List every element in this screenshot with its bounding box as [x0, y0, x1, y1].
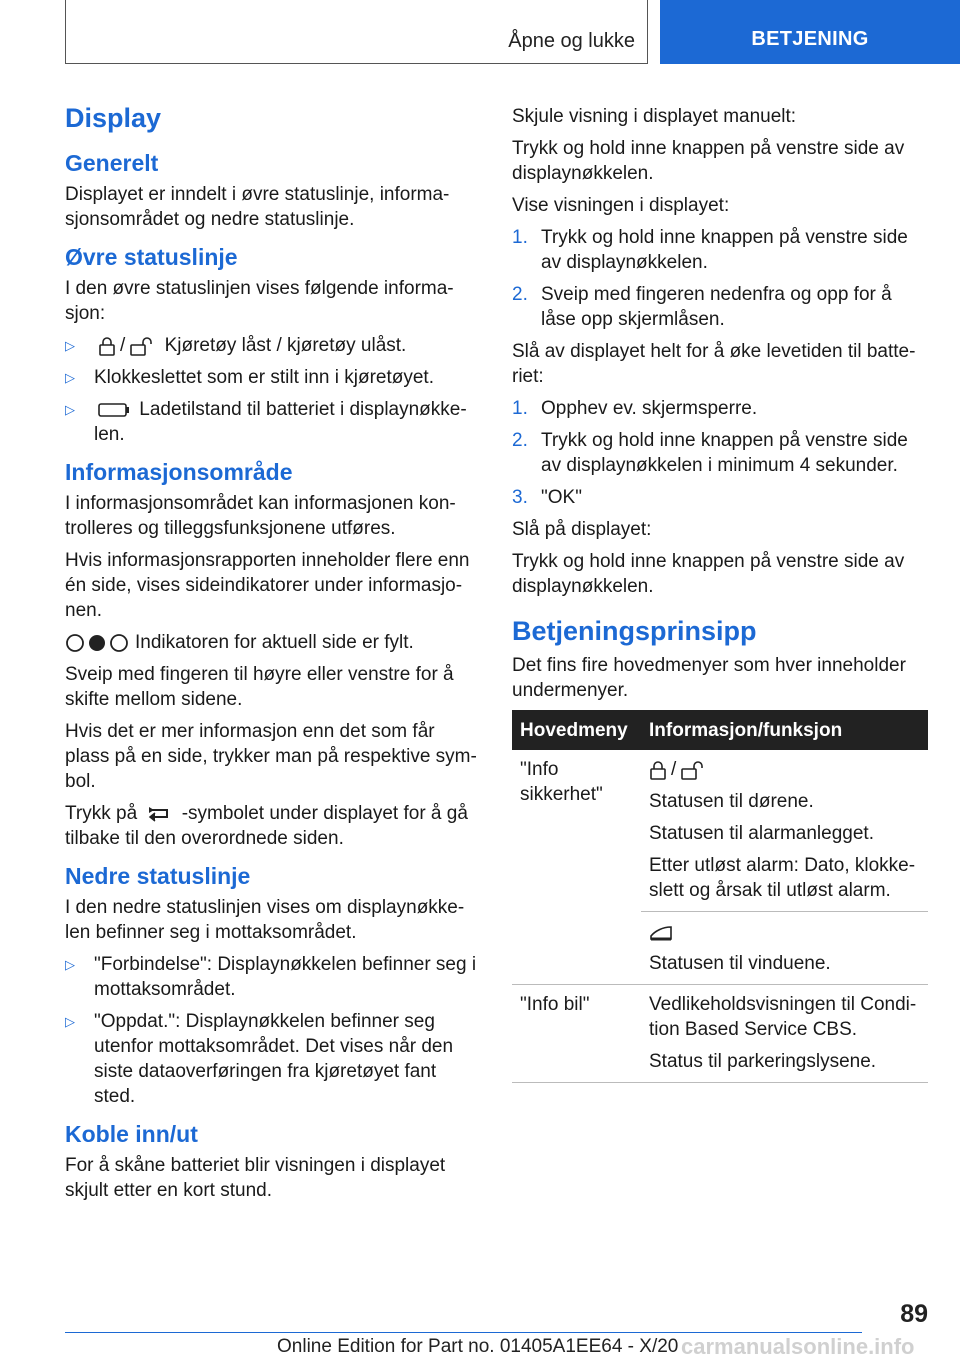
- table-cell-info: [641, 912, 928, 985]
- paragraph: Trykk og hold inne knappen på venstre side av displaynøkkelen.: [512, 138, 905, 184]
- battery-icon: [98, 403, 130, 417]
- icon-line: [649, 757, 920, 782]
- table-row: [512, 750, 928, 912]
- heading-ovre-statuslinje: Øvre statuslinje: [65, 244, 238, 270]
- column-header-informasjon: Informasjon/funksjon: [641, 710, 928, 750]
- list-item-text: "Oppdat.": Displaynøkkelen befinner seg utenfor mottaksområdet. Det vises når den siste dataoverføringen fra kjøretøyet fant sted.: [94, 1011, 454, 1107]
- cell-text: Statusen til dørene.: [649, 791, 814, 812]
- paragraph-text: Indikatoren for aktuell side er fylt.: [135, 632, 414, 653]
- list-item: [65, 333, 480, 358]
- paragraph: Trykk og hold inne knappen på venstre side av displaynøkkelen.: [512, 551, 905, 597]
- table-cell-menu: "Info sikkerhet": [512, 750, 641, 985]
- step-number: 1.: [512, 398, 528, 419]
- separator-text: /: [671, 759, 677, 780]
- menu-table: [512, 710, 928, 1083]
- paragraph: Slå av displayet helt for å øke levetiden til batteriet:: [512, 341, 916, 387]
- heading-generelt: Generelt: [65, 150, 159, 176]
- footer-edition-text: Online Edition for Part no. 01405A1EE64 - X/20: [277, 1336, 679, 1357]
- lock-open-icon: [680, 760, 706, 780]
- step-text: Trykk og hold inne knappen på venstre side av displaynøkkelen.: [541, 227, 908, 273]
- paragraph-text: Trykk på: [65, 803, 138, 824]
- bullet-triangle-icon: ▷: [65, 338, 75, 353]
- header-section-title: Åpne og lukke: [508, 30, 635, 52]
- heading-informasjonsomrade: Informasjonsområde: [65, 459, 293, 485]
- list-item-text: Ladetilstand til batteriet i displaynøkkelen.: [94, 399, 467, 445]
- back-arrow-icon: [146, 804, 172, 824]
- window-icon: [649, 922, 675, 942]
- cell-text: Status til parkeringslysene.: [649, 1051, 877, 1072]
- paragraph: I informasjonsområdet kan informasjonen kontrolleres og tilleggsfunksjonene utføres.: [65, 493, 456, 539]
- table-cell-info: [641, 985, 928, 1083]
- paragraph: I den øvre statuslinjen vises følgende informasjon:: [65, 278, 454, 324]
- list-item-text: Klokkeslettet som er stilt inn i kjøretøyet.: [94, 367, 434, 388]
- cell-text: Vedlikeholdsvisningen til Condition Based Service CBS.: [649, 994, 917, 1040]
- heading-betjeningsprinsipp: Betjeningsprinsipp: [512, 616, 757, 646]
- bullet-triangle-icon: ▷: [65, 1014, 75, 1029]
- icon-line: [649, 919, 920, 944]
- list-item-text: Kjøretøy låst / kjøretøy ulåst.: [164, 335, 407, 356]
- numbered-item: [512, 485, 928, 510]
- list-item-text: "Forbindelse": Displaynøkkelen befinner seg i mottaksområdet.: [94, 954, 477, 1000]
- numbered-item: [512, 428, 928, 478]
- paragraph-text: -symbolet under displayet for å gå tilbake til den overordnede siden.: [65, 803, 468, 849]
- paragraph: Displayet er inndelt i øvre statuslinje, informasjonsområdet og nedre statuslinje.: [65, 184, 450, 230]
- step-number: 1.: [512, 227, 528, 248]
- step-text: Trykk og hold inne knappen på venstre side av displaynøkkelen i minimum 4 sekunder.: [541, 430, 908, 476]
- header-chapter-tab[interactable]: BETJENING: [660, 0, 960, 64]
- lock-closed-icon: [98, 336, 116, 356]
- paragraph: Hvis det er mer informasjon enn det som får plass på en side, trykker man på respektive symbol.: [65, 721, 477, 792]
- table-cell-menu: "Info bil": [512, 985, 641, 1083]
- step-number: 2.: [512, 430, 528, 451]
- heading-koble-inn-ut: Koble inn/ut: [65, 1121, 198, 1147]
- paragraph: Det fins fire hovedmenyer som hver inneholder undermenyer.: [512, 655, 906, 701]
- list-item: [65, 1009, 480, 1109]
- lock-open-icon: [129, 336, 155, 356]
- paragraph: Sveip med fingeren til høyre eller venstre for å skifte mellom sidene.: [65, 664, 454, 710]
- bullet-triangle-icon: ▷: [65, 957, 75, 972]
- right-column: [512, 104, 928, 1083]
- footer-divider: [65, 1332, 862, 1333]
- list-item: [65, 365, 480, 390]
- lock-closed-icon: [649, 760, 667, 780]
- table-header-row: [512, 710, 928, 750]
- list-item: [65, 397, 480, 447]
- paragraph: Slå på displayet:: [512, 519, 652, 540]
- page-title: Display: [65, 103, 162, 133]
- page-number: 89: [900, 1300, 928, 1328]
- numbered-item: [512, 396, 928, 421]
- cell-text: Etter utløst alarm: Dato, klokkeslett og årsak til utløst alarm.: [649, 855, 916, 901]
- heading-nedre-statuslinje: Nedre statuslinje: [65, 863, 251, 889]
- cell-text: Statusen til alarmanlegget.: [649, 823, 874, 844]
- table-cell-info: [641, 750, 928, 912]
- paragraph: I den nedre statuslinjen vises om displaynøkkelen befinner seg i mottaksområdet.: [65, 897, 465, 943]
- step-text: "OK": [541, 487, 582, 508]
- paragraph: For å skåne batteriet blir visningen i displayet skjult etter en kort stund.: [65, 1155, 446, 1201]
- paragraph: Vise visningen i displayet:: [512, 195, 730, 216]
- numbered-item: [512, 282, 928, 332]
- page-indicator-dots-icon: [65, 633, 129, 653]
- left-column: [65, 100, 480, 1210]
- paragraph: Hvis informasjonsrapporten inneholder flere enn én side, vises sideindikatorer under informasjonen.: [65, 550, 470, 621]
- watermark-text: carmanualsonline.info: [681, 1334, 915, 1359]
- bullet-triangle-icon: ▷: [65, 370, 75, 385]
- step-number: 2.: [512, 284, 528, 305]
- step-text: Sveip med fingeren nedenfra og opp for å låse opp skjermlåsen.: [541, 284, 892, 330]
- list-item: [65, 952, 480, 1002]
- separator-text: /: [120, 335, 126, 356]
- cell-text: Statusen til vinduene.: [649, 953, 831, 974]
- paragraph: [65, 630, 480, 655]
- numbered-item: [512, 225, 928, 275]
- step-number: 3.: [512, 487, 528, 508]
- step-text: Opphev ev. skjermsperre.: [541, 398, 758, 419]
- column-header-hovedmeny: Hovedmeny: [512, 710, 641, 750]
- bullet-triangle-icon: ▷: [65, 402, 75, 417]
- paragraph: [65, 801, 480, 851]
- paragraph: Skjule visning i displayet manuelt:: [512, 106, 797, 127]
- table-row: [512, 985, 928, 1083]
